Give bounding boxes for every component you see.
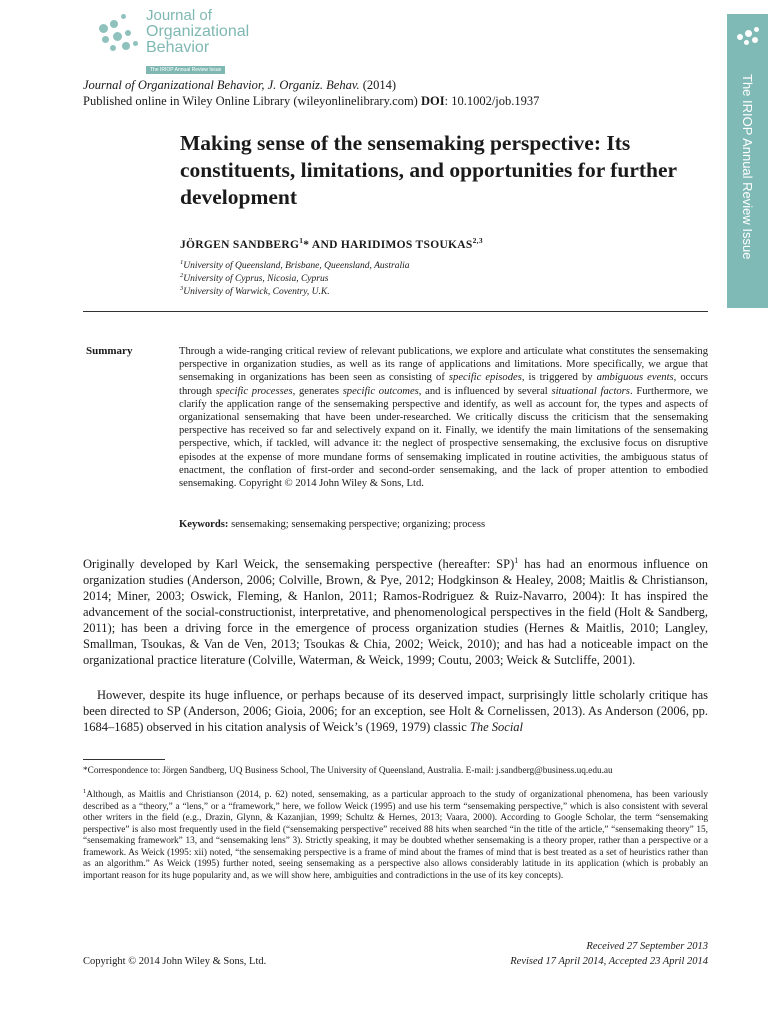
footnote-1: $^1$Although, as Maitlis and Christianson (2014, p. 62) noted, sensemaking, as a particular approach to the study of organizational phenomena, has been variously described as a “theory,” a “lens,” or a “framework,” here, we follow Weick (1995) and use his term “sensemaking perspective,” which is also consistent with several other writers in the field (e.g., Drazin, Glynn, & Kazanjian, 1999; Schultz & Hernes, 2013; Vaara, 2000). According to Google Scholar, the term “sensemaking perspective” is also most frequently used in the field (“sensemaking perspective” received 88 hits when searched “in the title of the article,” “sensemaking theory” 15, “sensemaking framework” 13, and “sensemaking lens” 3). Strictly speaking, it may be doubted whether sensemaking is a theory proper, rather than a perspective or a framework. As Weick (1995: xii) noted, “the sensemaking perspective is a frame of mind about the frames of mind that is best treated as a set of heuristics rather than as an algorithm.” As Weick (1995) further noted, seeing sensemaking as a perspective also allows considerably latitude in its application (which is probably an important reason for its huge popularity and, as we will show here, ambiguities and contradictions in the use of its key concepts). — [83, 788, 708, 881]
journal-badge: The IRIOP Annual Review Issue — [146, 66, 225, 74]
journal-logo — [96, 8, 296, 78]
citation-line-2: Published online in Wiley Online Library (wileyonlinelibrary.com) DOI: 10.1002/job.1937 — [83, 93, 540, 108]
summary-label: Summary — [86, 345, 133, 357]
citation — [83, 78, 683, 109]
received-dates: Received 27 September 2013 Revised 17 April 2014, Accepted 23 April 2014 — [510, 941, 708, 967]
footnote-ref-1[interactable]: 1 — [514, 556, 519, 565]
copyright: Copyright © 2014 John Wiley & Sons, Ltd. — [83, 956, 267, 967]
body-paragraph-1: Originally developed by Karl Weick, the sensemaking perspective (hereafter: SP)$^1$ has had an enormous influence on organization studies (Anderson, 2006; Colville, Brown, & Pye, 2012; Hodgkinson & Healey, 2008; Maitlis & Christianson, 2014; Miner, 2003; Oswick, Fleming, & Hanlon, 2011; Ramos-Rodriguez & Ruiz-Navarro, 2004): It has inspired the advancement of the social-constructionist, interpretative, and phenomenological perspectives in the field (Holt & Sandberg, 2011); has been a driving force in the emergence of process organization studies (Hernes & Maitlis, 2010; Langley, Smallman, Tsoukas, & Van de Ven, 2013; Tsoukas & Chia, 2002; Weick, 2010); and has had a noticeable impact on the organizational practice literature (Colville, Waterman, & Weick, 1999; Coutu, 2003; Weick & Sutcliffe, 2001). — [83, 556, 708, 668]
summary-text: Through a wide-ranging critical review of relevant publications, we explore and articulate what constitutes the sensemaking perspective in organization studies, as well as its range of applications and limitations. More specifically, we argue that sensemaking in organizations has been seen as consisting of specific episodes, is triggered by ambiguous events, occurs through specific processes, generates specific outcomes, and is influenced by several situational factors. Furthermore, we clarify the application range of the sensemaking perspective and identify, as well as account for, the types and aspects of organizational sensemaking that have been under-researched. We critically discuss the criticism that the sensemaking perspective has received so far and selectively expand on it. Finally, we identify the main limitations of the sensemaking perspective, which, if tackled, will advance it: the neglect of prospective sensemaking, the exclusive focus on disruptive episodes at the expense of more mundane forms of sensemaking implicated in routine activities, the ambiguous status of enactment, the conflation of first-order and second-order sensemaking, and the lack of proper attention to embodied sensemaking. Copyright © 2014 John Wiley & Sons, Ltd. — [179, 346, 708, 490]
footnote-divider — [83, 759, 165, 760]
body-paragraph-2: However, despite its huge influence, or perhaps because of its deserved impact, surprisingly little scholarly critique has been directed to SP (Anderson, 2006; Gioia, 2006; for an exception, see Holt & Cornelissen, 2013). As Anderson (2006, pp. 1684–1685) observed in his citation analysis of Weick’s (1969, 1979) classic The Social — [83, 688, 708, 734]
tab-dots-icon — [735, 22, 761, 48]
journal-name: Journal of Organizational Behavior — [146, 7, 250, 56]
annual-review-tab — [727, 14, 768, 308]
correspondence-note: *Correspondence to: Jörgen Sandberg, UQ Business School, The University of Queensland, Australia. E-mail: j.sandberg@business.uq.edu.au — [83, 766, 613, 776]
citation-line-1: Journal of Organizational Behavior, J. Organiz. Behav. (2014) — [83, 78, 397, 92]
header-divider — [83, 311, 708, 312]
affiliation-3: $^3$University of Warwick, Coventry, U.K. — [180, 285, 330, 298]
doi-link[interactable]: : 10.1002/job.1937 — [444, 93, 540, 108]
affiliation-1: $^1$University of Queensland, Brisbane, Queensland, Australia — [180, 259, 410, 272]
tab-label: The IRIOP Annual Review Issue — [740, 74, 755, 260]
article-title: Making sense of the sensemaking perspective: Its constituents, limitations, and opportunities for further development — [180, 131, 677, 209]
journal-logo-dots-icon — [96, 14, 142, 58]
keywords: Keywords: sensemaking; sensemaking perspective; organizing; process — [179, 519, 486, 530]
affiliation-2: $^2$University of Cyprus, Nicosia, Cyprus — [180, 272, 329, 285]
authors: JÖRGEN SANDBERG$^1$* AND HARIDIMOS TSOUKAS$^{2,3}$ — [180, 236, 483, 251]
